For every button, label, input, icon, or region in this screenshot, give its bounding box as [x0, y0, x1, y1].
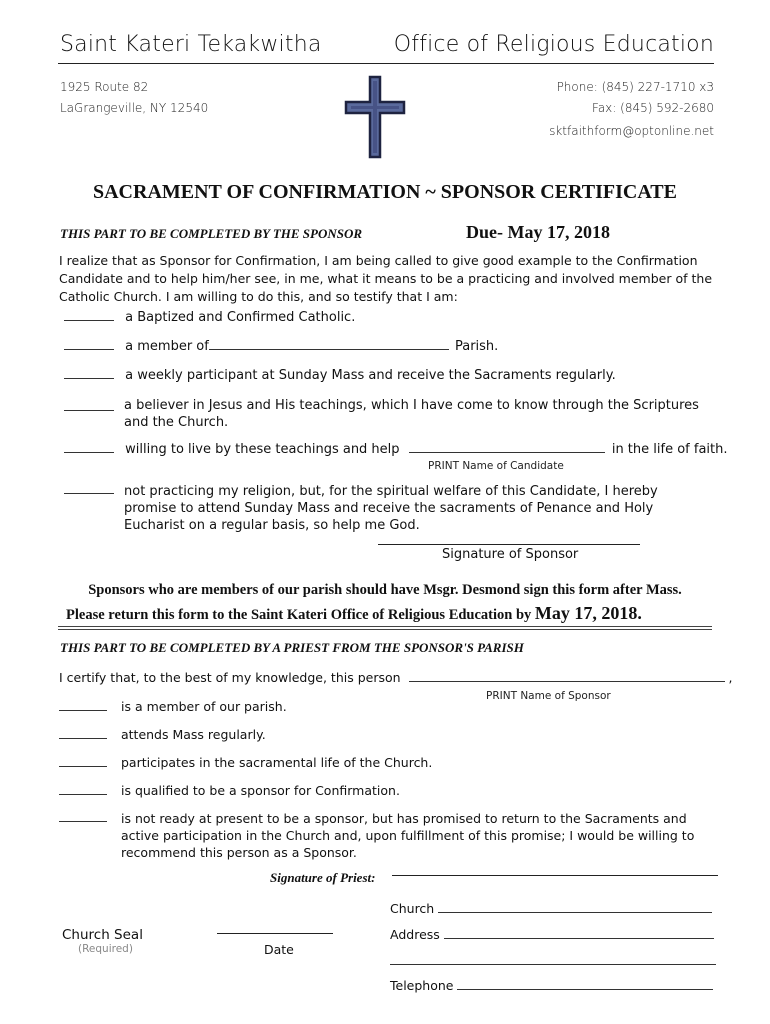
- sponsor-signature-caption: Signature of Sponsor: [442, 547, 579, 562]
- email-text: sktfaithform@optonline.net: [549, 124, 714, 138]
- check-blank[interactable]: [59, 766, 107, 767]
- certificate-title: SACRAMENT OF CONFIRMATION ~ SPONSOR CERTIFICATE: [92, 181, 677, 203]
- date-line[interactable]: [217, 933, 333, 934]
- cross-icon: [343, 75, 407, 159]
- notice-date: May 17, 2018.: [534, 603, 642, 623]
- check-blank[interactable]: [64, 452, 114, 453]
- church-seal-label: Church Seal: [62, 927, 143, 943]
- church-field: Church: [390, 901, 712, 916]
- telephone-field: Telephone: [390, 978, 713, 993]
- address-field: Address: [390, 927, 714, 942]
- check-blank[interactable]: [59, 794, 107, 795]
- parish-name: Saint Kateri Tekakwitha: [60, 32, 322, 57]
- parish-name-field[interactable]: [209, 349, 449, 350]
- address-line2-input[interactable]: [390, 964, 716, 965]
- sponsor-item-believer-text: a believer in Jesus and His teachings, which I have come to know through the Scriptures and the Church.: [124, 398, 699, 430]
- address-input[interactable]: [444, 938, 714, 939]
- priest-item-member: is a member of our parish.: [59, 699, 287, 714]
- seal-required-note: (Required): [78, 943, 133, 955]
- sponsor-item-not-practicing-text: not practicing my religion, but, for the spiritual welfare of this Candidate, I hereby promise to attend Sunday Mass and receive the sacraments of Penance and Holy Eucharist on a regular basis, so help me God.: [124, 484, 658, 533]
- priest-signature-label: Signature of Priest:: [270, 870, 376, 885]
- sponsor-item-weekly: a weekly participant at Sunday Mass and receive the Sacraments regularly.: [64, 368, 616, 383]
- priest-item-participates: participates in the sacramental life of the Church.: [59, 755, 432, 770]
- certify-line: I certify that, to the best of my knowledge, this person ,: [59, 670, 733, 685]
- sponsor-section-heading: THIS PART TO BE COMPLETED BY THE SPONSOR: [60, 226, 363, 241]
- sponsor-name-field[interactable]: [409, 681, 725, 682]
- sponsor-item-baptized: a Baptized and Confirmed Catholic.: [64, 310, 355, 325]
- priest-item-attends: attends Mass regularly.: [59, 727, 266, 742]
- check-blank[interactable]: [64, 410, 114, 411]
- check-blank[interactable]: [64, 349, 114, 350]
- check-blank[interactable]: [59, 821, 107, 822]
- sponsor-name-caption: PRINT Name of Sponsor: [486, 690, 611, 702]
- date-caption: Date: [264, 942, 294, 957]
- notice-line2: Please return this form to the Saint Kateri Office of Religious Education by May 17, 2018.: [66, 603, 642, 623]
- priest-item-not-ready: [59, 810, 107, 825]
- notice-line1: Sponsors who are members of our parish should have Msgr. Desmond sign this form after Mass.: [88, 582, 682, 598]
- intro-paragraph: I realize that as Sponsor for Confirmation, I am being called to give good example to the Confirmation Candidate and to help him/her see, in me, what it means to be a practicing and involved member of the Catholic Church. I am willing to do this, and so testify that I am:: [59, 253, 713, 304]
- candidate-name-field[interactable]: [409, 452, 605, 453]
- address-line2: LaGrangeville, NY 12540: [60, 101, 209, 115]
- sponsor-item-believer: [64, 397, 114, 412]
- sponsor-item-willing: willing to live by these teachings and help in the life of faith.: [64, 442, 728, 457]
- office-name: Office of Religious Education: [393, 32, 714, 57]
- priest-item-not-ready-text: is not ready at present to be a sponsor, but has promised to return to the Sacraments and active participation in the Church and, upon fulfillment of this promise; I would be willing to recommend this person as a Sponsor.: [121, 811, 695, 860]
- candidate-caption: PRINT Name of Candidate: [428, 460, 564, 472]
- check-blank[interactable]: [59, 738, 107, 739]
- check-blank[interactable]: [59, 710, 107, 711]
- priest-signature-line[interactable]: [392, 875, 718, 876]
- header-rule: [58, 63, 714, 64]
- sponsor-item-member: a member of Parish.: [64, 339, 498, 354]
- priest-item-qualified: is qualified to be a sponsor for Confirmation.: [59, 783, 400, 798]
- due-date: Due- May 17, 2018: [466, 222, 610, 242]
- check-blank[interactable]: [64, 378, 114, 379]
- church-input[interactable]: [438, 912, 712, 913]
- check-blank[interactable]: [64, 493, 114, 494]
- telephone-input[interactable]: [457, 989, 713, 990]
- fax-text: Fax: (845) 592-2680: [592, 101, 714, 115]
- priest-section-heading: THIS PART TO BE COMPLETED BY A PRIEST FROM THE SPONSOR'S PARISH: [60, 640, 524, 655]
- sponsor-signature-line[interactable]: [378, 544, 640, 545]
- phone-text: Phone: (845) 227-1710 x3: [556, 80, 714, 94]
- check-blank[interactable]: [64, 320, 114, 321]
- divider-bottom: [58, 629, 712, 630]
- address-line1: 1925 Route 82: [60, 80, 149, 94]
- divider-top: [58, 626, 712, 627]
- sponsor-item-not-practicing: [64, 483, 114, 498]
